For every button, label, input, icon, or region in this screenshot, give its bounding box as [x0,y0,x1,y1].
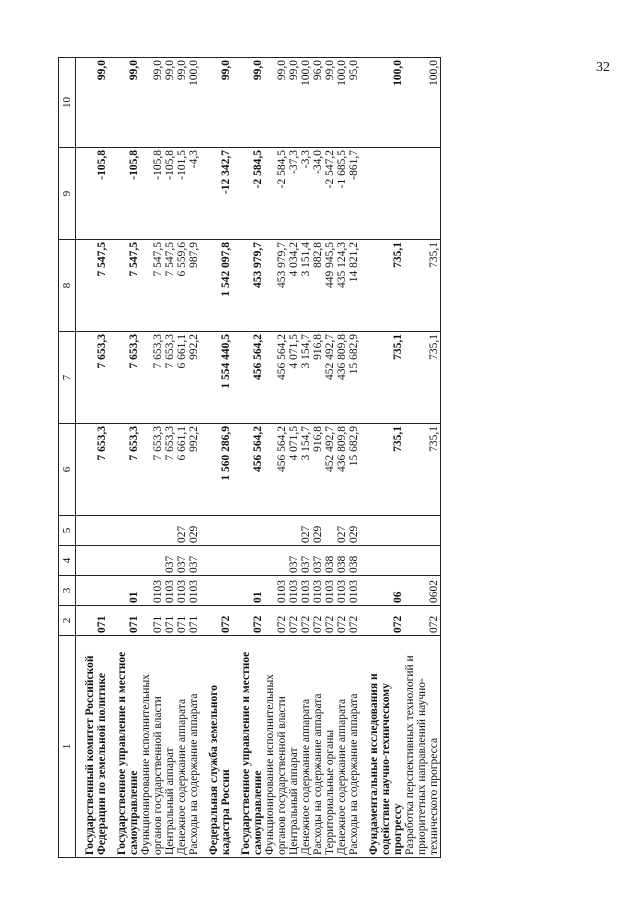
row-label: Расходы на содержание аппарата [312,636,324,858]
expense-code [404,516,441,546]
table-row [76,58,109,858]
section-code: 0103 [176,576,188,606]
table-row [324,58,336,858]
expense-code: 029 [312,516,324,546]
target-code [140,546,164,576]
target-code [76,546,109,576]
approved-budget: 456 564,2 [232,424,264,516]
deviation: -105,8 [76,148,109,240]
table-row [200,58,232,858]
row-label: Фундаментальные исследования и содействие научно-техническому прогрессу [360,636,404,858]
target-code: 037 [164,546,176,576]
row-label: Денежное содержание аппарата [300,636,312,858]
table-row [232,58,264,858]
table-body [76,58,441,858]
approved-budget: 15 682,9 [348,424,360,516]
percent-executed: 100,0 [360,58,404,148]
org-code: 071 [188,606,200,636]
percent-executed: 95,0 [348,58,360,148]
row-label: Территориальные органы [324,636,336,858]
adjusted-budget: 456 564,2 [232,332,264,424]
deviation: -105,8 [108,148,140,240]
section-code [200,576,232,606]
col-header-8: 8 [59,240,76,332]
section-code: 0103 [188,576,200,606]
row-label: Центральный аппарат [288,636,300,858]
deviation: -12 342,7 [200,148,232,240]
expense-code [264,516,288,546]
target-code [200,546,232,576]
percent-executed: 99,0 [264,58,288,148]
deviation: -105,8 [140,148,164,240]
col-header-9: 9 [59,148,76,240]
section-code: 0103 [140,576,164,606]
row-label: Расходы на содержание аппарата [188,636,200,858]
percent-executed: 99,0 [324,58,336,148]
section-code: 0103 [288,576,300,606]
expense-code [108,516,140,546]
approved-budget: 7 653,3 [76,424,109,516]
section-code: 0103 [164,576,176,606]
expense-code: 027 [336,516,348,546]
deviation: -37,3 [288,148,300,240]
percent-executed: 99,0 [200,58,232,148]
percent-executed: 100,0 [300,58,312,148]
approved-budget: 6 661,1 [176,424,188,516]
row-label: Функционирование исполнительных органов государственной власти [140,636,164,858]
approved-budget: 456 564,2 [264,424,288,516]
target-code: 037 [288,546,300,576]
deviation [404,148,441,240]
actual-spent: 882,8 [312,240,324,332]
row-label: Государственное управление и местное самоуправление [108,636,140,858]
deviation: -4,3 [188,148,200,240]
deviation: -1 685,5 [336,148,348,240]
target-code [232,546,264,576]
adjusted-budget: 4 071,5 [288,332,300,424]
actual-spent: 4 034,2 [288,240,300,332]
approved-budget: 735,1 [360,424,404,516]
adjusted-budget: 735,1 [404,332,441,424]
org-code: 072 [360,606,404,636]
approved-budget: 7 653,3 [108,424,140,516]
actual-spent: 1 542 097,8 [200,240,232,332]
org-code: 071 [176,606,188,636]
table-row [176,58,188,858]
target-code [264,546,288,576]
target-code: 037 [300,546,312,576]
table-row [108,58,140,858]
actual-spent: 449 945,5 [324,240,336,332]
section-code: 0103 [312,576,324,606]
deviation: -2 584,5 [232,148,264,240]
percent-executed: 100,0 [188,58,200,148]
table-row [348,58,360,858]
table-row [360,58,404,858]
row-label: Государственное управление и местное самоуправление [232,636,264,858]
table-row [264,58,288,858]
org-code: 072 [232,606,264,636]
percent-executed: 99,0 [108,58,140,148]
row-label: Функционирование исполнительных органов государственной власти [264,636,288,858]
table-row [288,58,300,858]
table-row [404,58,441,858]
approved-budget: 1 560 286,9 [200,424,232,516]
adjusted-budget: 7 653,3 [108,332,140,424]
target-code: 037 [176,546,188,576]
percent-executed: 99,0 [288,58,300,148]
expense-code [360,516,404,546]
row-label: Центральный аппарат [164,636,176,858]
percent-executed: 100,0 [336,58,348,148]
approved-budget: 916,8 [312,424,324,516]
section-code: 01 [108,576,140,606]
section-code: 06 [360,576,404,606]
section-code: 0103 [336,576,348,606]
section-code: 0103 [264,576,288,606]
adjusted-budget: 436 809,8 [336,332,348,424]
org-code: 072 [336,606,348,636]
adjusted-budget: 735,1 [360,332,404,424]
approved-budget: 7 653,3 [140,424,164,516]
actual-spent: 7 547,5 [164,240,176,332]
deviation: -2 547,2 [324,148,336,240]
percent-executed: 96,0 [312,58,324,148]
org-code: 072 [288,606,300,636]
section-code: 01 [232,576,264,606]
org-code: 072 [264,606,288,636]
org-code: 071 [76,606,109,636]
expense-code [232,516,264,546]
approved-budget: 452 492,7 [324,424,336,516]
approved-budget: 7 653,3 [164,424,176,516]
col-header-3: 3 [59,576,76,606]
table-row [300,58,312,858]
expense-code [140,516,164,546]
percent-executed: 99,0 [176,58,188,148]
actual-spent: 7 547,5 [76,240,109,332]
budget-table-rotated [58,58,608,858]
adjusted-budget: 456 564,2 [264,332,288,424]
deviation: -861,7 [348,148,360,240]
expense-code [164,516,176,546]
expense-code [288,516,300,546]
actual-spent: 435 124,3 [336,240,348,332]
percent-executed: 99,0 [76,58,109,148]
page-number: 32 [596,60,610,75]
actual-spent: 3 151,4 [300,240,312,332]
target-code [404,546,441,576]
actual-spent: 987,9 [188,240,200,332]
percent-executed: 99,0 [140,58,164,148]
adjusted-budget: 1 554 440,5 [200,332,232,424]
org-code: 072 [348,606,360,636]
deviation: -3,3 [300,148,312,240]
budget-table [58,57,441,858]
table-row [188,58,200,858]
org-code: 071 [140,606,164,636]
section-code [76,576,109,606]
adjusted-budget: 3 154,7 [300,332,312,424]
actual-spent: 735,1 [360,240,404,332]
target-code [108,546,140,576]
deviation: -101,5 [176,148,188,240]
col-header-4: 4 [59,546,76,576]
adjusted-budget: 7 653,3 [140,332,164,424]
org-code: 072 [324,606,336,636]
percent-executed: 99,0 [164,58,176,148]
expense-code [324,516,336,546]
target-code: 038 [324,546,336,576]
adjusted-budget: 916,8 [312,332,324,424]
deviation: -2 584,5 [264,148,288,240]
row-label: Федеральная служба земельного кадастра России [200,636,232,858]
row-label: Расходы на содержание аппарата [348,636,360,858]
org-code: 071 [108,606,140,636]
section-code: 0602 [404,576,441,606]
col-header-2: 2 [59,606,76,636]
approved-budget: 992,2 [188,424,200,516]
adjusted-budget: 7 653,3 [164,332,176,424]
table-row [312,58,324,858]
deviation: -34,0 [312,148,324,240]
col-header-5: 5 [59,516,76,546]
col-header-10: 10 [59,58,76,148]
target-code [360,546,404,576]
target-code: 037 [188,546,200,576]
expense-code [76,516,109,546]
org-code: 072 [404,606,441,636]
section-code: 0103 [300,576,312,606]
col-header-6: 6 [59,424,76,516]
target-code: 037 [312,546,324,576]
actual-spent: 14 821,2 [348,240,360,332]
section-code: 0103 [324,576,336,606]
row-label: Разработка перспективных технологий и приоритетных направлений научно-технического прогресса [404,636,441,858]
row-label: Денежное содержание аппарата [176,636,188,858]
actual-spent: 735,1 [404,240,441,332]
adjusted-budget: 15 682,9 [348,332,360,424]
target-code: 038 [348,546,360,576]
table-row [140,58,164,858]
percent-executed: 100,0 [404,58,441,148]
target-code: 038 [336,546,348,576]
actual-spent: 7 547,5 [140,240,164,332]
approved-budget: 4 071,5 [288,424,300,516]
row-label: Денежное содержание аппарата [336,636,348,858]
adjusted-budget: 7 653,3 [76,332,109,424]
org-code: 072 [200,606,232,636]
table-row [164,58,176,858]
column-number-header [59,58,76,858]
actual-spent: 453 979,7 [232,240,264,332]
row-label: Государственный комитет Российской Федерации по земельной политике [76,636,109,858]
deviation [360,148,404,240]
deviation: -105,8 [164,148,176,240]
org-code: 072 [300,606,312,636]
approved-budget: 3 154,7 [300,424,312,516]
actual-spent: 453 979,7 [264,240,288,332]
col-header-7: 7 [59,332,76,424]
expense-code [200,516,232,546]
org-code: 072 [312,606,324,636]
expense-code: 027 [176,516,188,546]
table-row [336,58,348,858]
approved-budget: 436 809,8 [336,424,348,516]
approved-budget: 735,1 [404,424,441,516]
org-code: 071 [164,606,176,636]
expense-code: 029 [188,516,200,546]
adjusted-budget: 452 492,7 [324,332,336,424]
adjusted-budget: 992,2 [188,332,200,424]
section-code: 0103 [348,576,360,606]
expense-code: 027 [300,516,312,546]
expense-code: 029 [348,516,360,546]
actual-spent: 7 547,5 [108,240,140,332]
col-header-1: 1 [59,636,76,858]
adjusted-budget: 6 661,1 [176,332,188,424]
actual-spent: 6 559,6 [176,240,188,332]
percent-executed: 99,0 [232,58,264,148]
